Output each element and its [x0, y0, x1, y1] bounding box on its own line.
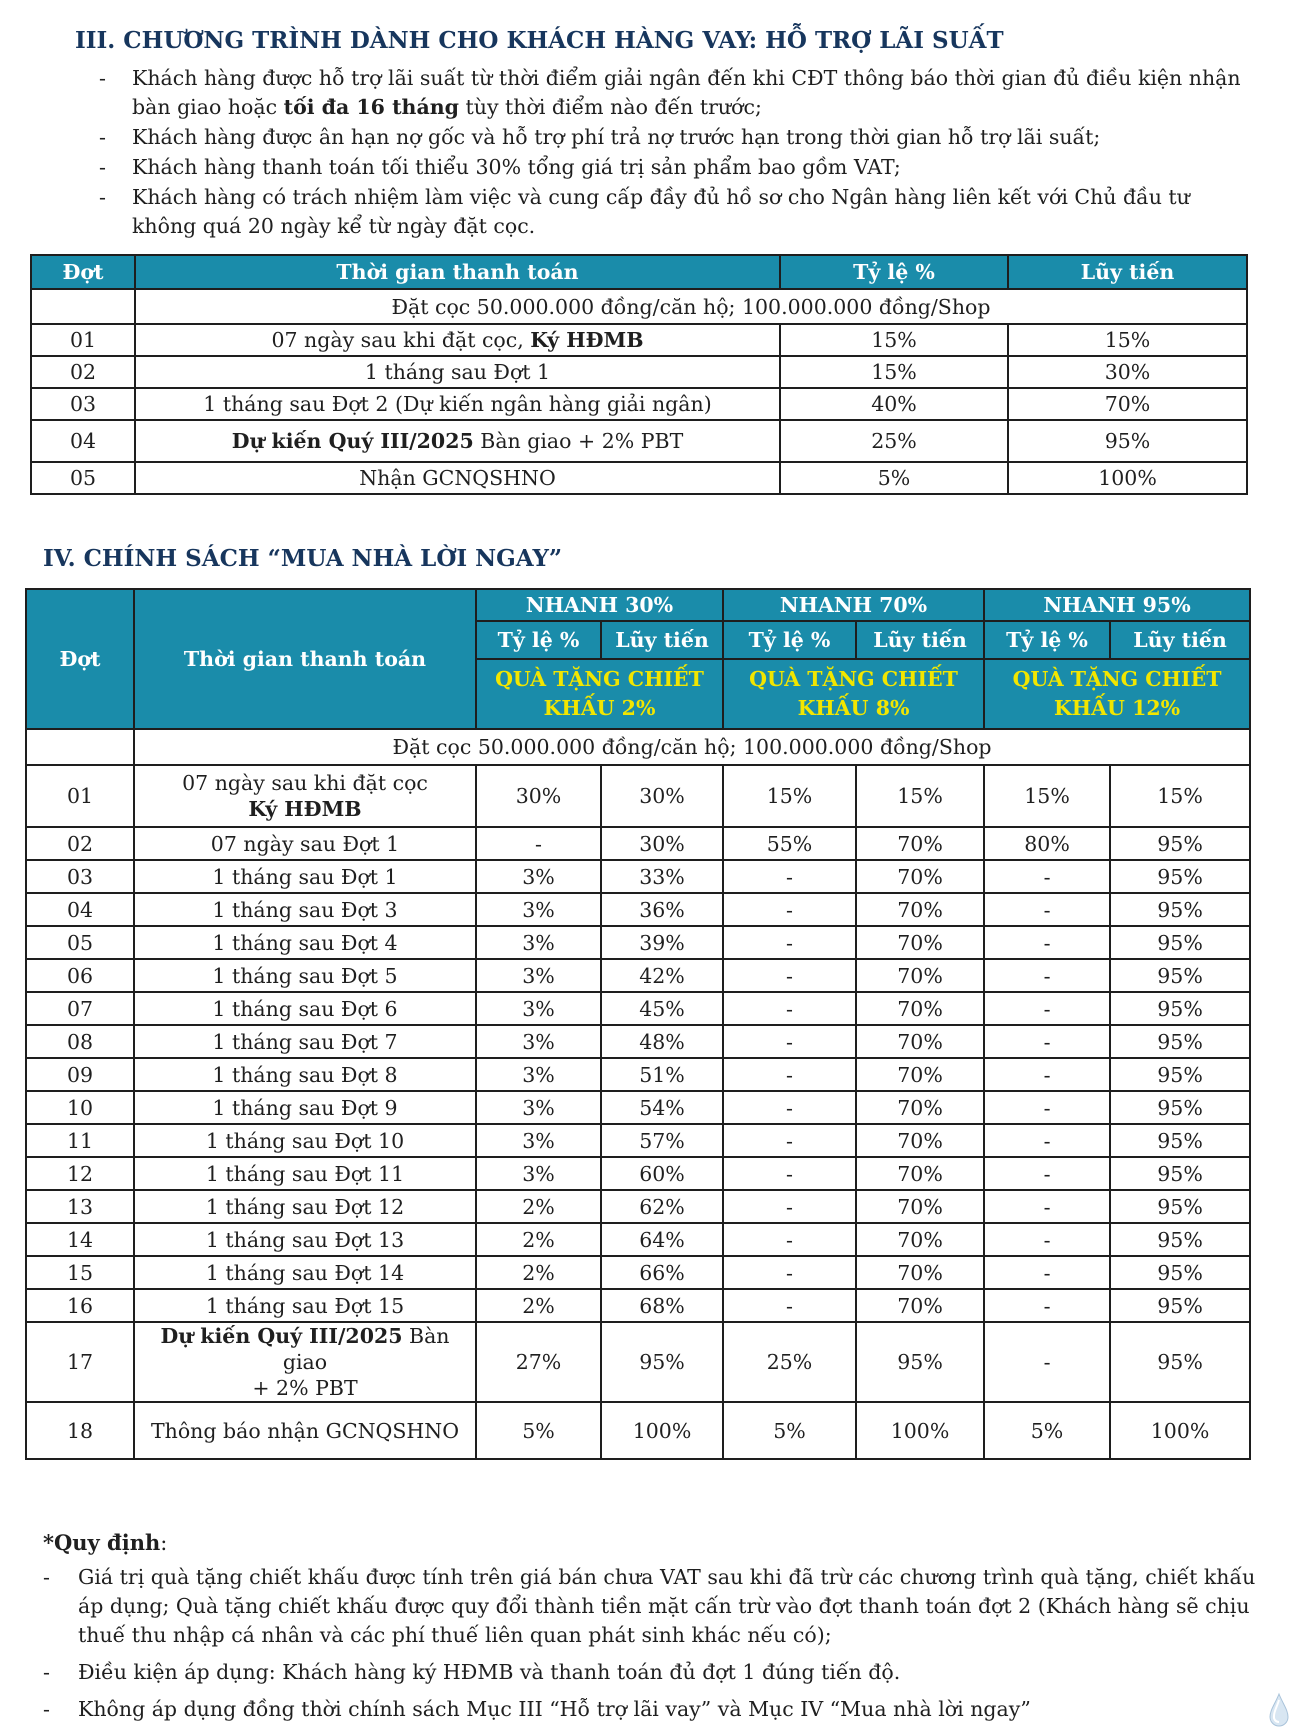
cell-cumulative: 51%	[601, 1058, 723, 1091]
cell-rate: 27%	[476, 1322, 601, 1402]
header-time: Thời gian thanh toán	[135, 255, 780, 289]
cell-time	[135, 420, 780, 462]
cell-cumulative: 15%	[1008, 324, 1247, 356]
cell-dot: 18	[26, 1402, 134, 1459]
cell-dot: 01	[26, 765, 134, 827]
list-item: - Khách hàng được ân hạn nợ gốc và hỗ trợ phí trả nợ trước hạn trong thời gian hỗ trợ lãi suất;	[132, 123, 1257, 152]
cell-rate: 80%	[984, 827, 1110, 860]
list-item: - Khách hàng được hỗ trợ lãi suất từ thời điểm giải ngân đến khi CĐT thông báo thời gian đủ điều kiện nhận bàn giao hoặc tối đa 16 tháng tùy thời điểm nào đến trước;	[99, 66, 1241, 119]
cell-rate: -	[723, 992, 856, 1025]
cell-cumulative: 57%	[601, 1124, 723, 1157]
cell-rate: -	[723, 959, 856, 992]
cell-cumulative: 64%	[601, 1223, 723, 1256]
cell-rate: 2%	[476, 1289, 601, 1322]
cell-rate: -	[984, 1190, 1110, 1223]
cell-rate: 25%	[780, 420, 1008, 462]
cell-time	[134, 1322, 476, 1402]
cell-rate: -	[984, 926, 1110, 959]
bullet-dash: -	[99, 66, 106, 90]
cell-dot: 04	[26, 893, 134, 926]
cell-dot: 05	[26, 926, 134, 959]
cell-rate: -	[984, 1289, 1110, 1322]
time-text: Thông báo nhận GCNQSHNO	[150, 1418, 460, 1443]
time-bold: Dự kiến Quý III/2025	[231, 429, 474, 453]
cell-time	[134, 1091, 476, 1124]
cell-dot: 06	[26, 959, 134, 992]
cell-rate: -	[984, 1058, 1110, 1091]
list-item: - Điều kiện áp dụng: Khách hàng ký HĐMB và thanh toán đủ đợt 1 đúng tiến độ.	[78, 1658, 1258, 1687]
cell-rate: -	[984, 959, 1110, 992]
cell-cumulative: 95%	[1110, 1025, 1250, 1058]
cell-cumulative: 95%	[1110, 1289, 1250, 1322]
table-row	[31, 388, 1247, 420]
cell-cumulative: 95%	[1008, 420, 1247, 462]
cell-rate: 2%	[476, 1256, 601, 1289]
cell-rate: 3%	[476, 1124, 601, 1157]
time-text: 1 tháng sau Đợt 14	[205, 1260, 405, 1285]
cell-time	[134, 992, 476, 1025]
table-row	[26, 1322, 1250, 1402]
cell-rate: -	[723, 1190, 856, 1223]
cell-rate: 3%	[476, 893, 601, 926]
cell-cumulative: 95%	[1110, 1190, 1250, 1223]
time-text: 1 tháng sau Đợt 11	[205, 1161, 405, 1186]
deposit-row: Đặt cọc 50.000.000 đồng/căn hộ; 100.000.000 đồng/Shop	[135, 289, 1247, 324]
table-row	[26, 1256, 1250, 1289]
time-text: 1 tháng sau Đợt 10	[205, 1128, 405, 1153]
cell-time	[134, 860, 476, 893]
time-text: + 2% PBT	[252, 1376, 358, 1400]
section3-title: III. CHƯƠNG TRÌNH DÀNH CHO KHÁCH HÀNG VAY: HỖ TRỢ LÃI SUẤT	[75, 27, 1004, 54]
cell-rate: -	[723, 860, 856, 893]
cell-rate: -	[984, 1025, 1110, 1058]
cell-cumulative: 95%	[601, 1322, 723, 1402]
cell-time	[134, 1402, 476, 1459]
header-time: Thời gian thanh toán	[134, 589, 476, 729]
empty-cell	[26, 729, 134, 765]
group-header: NHANH 30%	[476, 589, 723, 621]
cell-rate: 3%	[476, 959, 601, 992]
time-text: 1 tháng sau Đợt 7	[212, 1029, 398, 1054]
cell-dot: 03	[26, 860, 134, 893]
bullet-dash: -	[43, 1565, 50, 1589]
table-row	[26, 1402, 1250, 1459]
table-row	[26, 893, 1250, 926]
cell-rate: 15%	[984, 765, 1110, 827]
cell-cumulative: 100%	[856, 1402, 984, 1459]
cell-cumulative: 95%	[1110, 893, 1250, 926]
sub-header-rate: Tỷ lệ %	[723, 621, 856, 659]
time-bold: Dự kiến Quý III/2025	[160, 1324, 403, 1348]
cell-cumulative: 70%	[856, 893, 984, 926]
cell-cumulative: 39%	[601, 926, 723, 959]
cell-cumulative: 62%	[601, 1190, 723, 1223]
time-text: 1 tháng sau Đợt 15	[205, 1293, 405, 1318]
cell-cumulative: 95%	[1110, 860, 1250, 893]
cell-rate: 15%	[780, 356, 1008, 388]
cell-rate: -	[984, 992, 1110, 1025]
cell-rate: 15%	[780, 324, 1008, 356]
cell-cumulative: 70%	[856, 1091, 984, 1124]
cell-rate: -	[723, 1289, 856, 1322]
cell-cumulative: 30%	[601, 765, 723, 827]
section4-title: IV. CHÍNH SÁCH “MUA NHÀ LỜI NGAY”	[43, 545, 563, 572]
time-text: 07 ngày sau khi đặt cọc,	[271, 328, 531, 352]
cell-cumulative: 30%	[601, 827, 723, 860]
cell-time	[134, 926, 476, 959]
cell-cumulative: 95%	[1110, 1223, 1250, 1256]
cell-rate: 2%	[476, 1223, 601, 1256]
time-text: 1 tháng sau Đợt 6	[212, 996, 398, 1021]
cell-dot: 02	[31, 356, 135, 388]
cell-time	[134, 827, 476, 860]
cell-rate: 5%	[780, 462, 1008, 494]
time-text: 1 tháng sau Đợt 2 (Dự kiến ngân hàng giải ngân)	[203, 392, 712, 416]
cell-cumulative: 100%	[601, 1402, 723, 1459]
time-text: Bàn giao + 2% PBT	[473, 429, 684, 453]
cell-rate: -	[984, 1091, 1110, 1124]
cell-time	[134, 959, 476, 992]
table-row	[31, 420, 1247, 462]
cell-cumulative: 42%	[601, 959, 723, 992]
cell-cumulative: 95%	[1110, 1256, 1250, 1289]
gift-header: QUÀ TẶNG CHIẾT KHẤU 12%	[984, 659, 1250, 729]
cell-rate: -	[723, 1157, 856, 1190]
time-text: 07 ngày sau khi đặt cọc	[182, 771, 428, 795]
cell-time	[134, 1190, 476, 1223]
time-bold: Ký HĐMB	[530, 328, 644, 352]
cell-dot: 14	[26, 1223, 134, 1256]
time-text: 1 tháng sau Đợt 3	[212, 897, 398, 922]
cell-rate: -	[984, 860, 1110, 893]
time-text: 1 tháng sau Đợt 8	[212, 1062, 398, 1087]
table-row	[26, 827, 1250, 860]
time-text: 1 tháng sau Đợt 1	[364, 360, 551, 384]
gift-header: QUÀ TẶNG CHIẾT KHẤU 2%	[476, 659, 723, 729]
cell-time	[134, 1289, 476, 1322]
bullet-dash: -	[43, 1660, 50, 1684]
cell-rate: 3%	[476, 1157, 601, 1190]
group-header: NHANH 70%	[723, 589, 984, 621]
cell-rate: 5%	[476, 1402, 601, 1459]
cell-cumulative: 95%	[1110, 959, 1250, 992]
cell-cumulative: 70%	[856, 1289, 984, 1322]
cell-cumulative: 95%	[1110, 992, 1250, 1025]
cell-cumulative: 70%	[856, 1124, 984, 1157]
time-text: 1 tháng sau Đợt 9	[212, 1095, 398, 1120]
cell-cumulative: 68%	[601, 1289, 723, 1322]
table-row	[31, 324, 1247, 356]
cell-cumulative: 45%	[601, 992, 723, 1025]
notes-section	[43, 1530, 1258, 1732]
cell-cumulative: 54%	[601, 1091, 723, 1124]
cell-cumulative: 70%	[856, 860, 984, 893]
cell-rate: -	[984, 893, 1110, 926]
cell-dot: 01	[31, 324, 135, 356]
cell-dot: 13	[26, 1190, 134, 1223]
sub-header-rate: Tỷ lệ %	[984, 621, 1110, 659]
cell-cumulative: 36%	[601, 893, 723, 926]
table-row	[26, 1223, 1250, 1256]
time-text: 1 tháng sau Đợt 13	[205, 1227, 405, 1252]
cell-time	[134, 1223, 476, 1256]
table-row	[26, 1289, 1250, 1322]
cell-rate: -	[723, 1025, 856, 1058]
table-row	[26, 1091, 1250, 1124]
cell-time	[135, 324, 780, 356]
table-row	[31, 356, 1247, 388]
cell-dot: 12	[26, 1157, 134, 1190]
cell-cumulative: 70%	[856, 992, 984, 1025]
cell-rate: -	[984, 1223, 1110, 1256]
cell-cumulative: 70%	[856, 926, 984, 959]
header-dot: Đợt	[26, 589, 134, 729]
section3-bullets	[99, 64, 1257, 242]
sub-header-cumulative: Lũy tiến	[1110, 621, 1250, 659]
time-text: Bàn giao	[282, 1324, 450, 1374]
cell-time	[134, 1025, 476, 1058]
time-text: 1 tháng sau Đợt 12	[205, 1194, 405, 1219]
list-item: - Khách hàng có trách nhiệm làm việc và cung cấp đầy đủ hồ sơ cho Ngân hàng liên kết với Chủ đầu tư không quá 20 ngày kể từ ngày đặt cọc.	[99, 185, 1190, 238]
cell-rate: -	[984, 1322, 1110, 1402]
cell-dot: 09	[26, 1058, 134, 1091]
table-row	[26, 1025, 1250, 1058]
cell-time	[134, 765, 476, 827]
buy-now-table	[25, 588, 1251, 1460]
table-row	[26, 992, 1250, 1025]
cell-dot: 04	[31, 420, 135, 462]
cell-dot: 08	[26, 1025, 134, 1058]
cell-cumulative: 70%	[856, 1025, 984, 1058]
cell-cumulative: 95%	[1110, 827, 1250, 860]
cell-rate: -	[723, 1256, 856, 1289]
cell-rate: -	[476, 827, 601, 860]
header-dot: Đợt	[31, 255, 135, 289]
cell-rate: 15%	[723, 765, 856, 827]
cell-rate: 25%	[723, 1322, 856, 1402]
loan-support-table	[30, 254, 1248, 495]
cell-cumulative: 70%	[1008, 388, 1247, 420]
cell-time	[135, 356, 780, 388]
cell-rate: 3%	[476, 860, 601, 893]
cell-cumulative: 70%	[856, 1190, 984, 1223]
bullet-dash: -	[99, 185, 106, 209]
cell-rate: -	[984, 1256, 1110, 1289]
table-row	[31, 462, 1247, 494]
cell-dot: 03	[31, 388, 135, 420]
cell-cumulative: 15%	[1110, 765, 1250, 827]
cell-rate: -	[723, 1223, 856, 1256]
cell-rate: -	[723, 893, 856, 926]
time-text: Nhận GCNQSHNO	[359, 466, 556, 490]
cell-rate: -	[984, 1124, 1110, 1157]
bullet-dash: -	[99, 125, 106, 149]
time-text: 07 ngày sau Đợt 1	[210, 831, 400, 856]
cell-rate: 3%	[476, 1025, 601, 1058]
cell-cumulative: 30%	[1008, 356, 1247, 388]
cell-cumulative: 100%	[1008, 462, 1247, 494]
list-item: - Giá trị quà tặng chiết khấu được tính trên giá bán chưa VAT sau khi đã trừ các chương trình quà tặng, chiết khấu áp dụng; Quà tặng chiết khấu được quy đổi thành tiền mặt cấn trừ vào đợt thanh toán đợt 2 (Khách hàng sẽ chịu thuế thu nhập cá nhân và các phí thuế liên quan phát sinh khác nếu có);	[43, 1565, 1256, 1647]
gift-header: QUÀ TẶNG CHIẾT KHẤU 8%	[723, 659, 984, 729]
group-header: NHANH 95%	[984, 589, 1250, 621]
table-row	[26, 959, 1250, 992]
sub-header-rate: Tỷ lệ %	[476, 621, 601, 659]
table-row	[26, 926, 1250, 959]
cell-time	[134, 1124, 476, 1157]
cell-rate: -	[984, 1157, 1110, 1190]
cell-cumulative: 15%	[856, 765, 984, 827]
header-cumulative: Lũy tiến	[1008, 255, 1247, 289]
cell-dot: 16	[26, 1289, 134, 1322]
table-row	[26, 1157, 1250, 1190]
cell-rate: 2%	[476, 1190, 601, 1223]
bullet-dash: -	[43, 1697, 50, 1721]
sub-header-cumulative: Lũy tiến	[856, 621, 984, 659]
cell-rate: 55%	[723, 827, 856, 860]
cell-cumulative: 33%	[601, 860, 723, 893]
water-drop-icon	[1268, 1692, 1290, 1728]
cell-rate: 3%	[476, 926, 601, 959]
cell-cumulative: 100%	[1110, 1402, 1250, 1459]
cell-cumulative: 70%	[856, 1223, 984, 1256]
cell-dot: 07	[26, 992, 134, 1025]
list-item: - Không áp dụng đồng thời chính sách Mục III “Hỗ trợ lãi vay” và Mục IV “Mua nhà lời ngay”	[78, 1695, 1258, 1724]
cell-rate: -	[723, 1124, 856, 1157]
cell-time	[134, 893, 476, 926]
cell-dot: 10	[26, 1091, 134, 1124]
cell-cumulative: 70%	[856, 1058, 984, 1091]
cell-rate: 40%	[780, 388, 1008, 420]
table-row	[26, 1124, 1250, 1157]
cell-cumulative: 60%	[601, 1157, 723, 1190]
table-row	[26, 765, 1250, 827]
cell-cumulative: 70%	[856, 1157, 984, 1190]
bullet-dash: -	[99, 155, 106, 179]
cell-cumulative: 95%	[1110, 1124, 1250, 1157]
sub-header-cumulative: Lũy tiến	[601, 621, 723, 659]
cell-cumulative: 48%	[601, 1025, 723, 1058]
time-text: 1 tháng sau Đợt 5	[212, 963, 398, 988]
cell-dot: 11	[26, 1124, 134, 1157]
empty-cell	[31, 289, 135, 324]
cell-cumulative: 66%	[601, 1256, 723, 1289]
cell-time	[135, 462, 780, 494]
cell-time	[134, 1157, 476, 1190]
cell-cumulative: 70%	[856, 959, 984, 992]
cell-cumulative: 95%	[856, 1322, 984, 1402]
table-row	[26, 1190, 1250, 1223]
cell-time	[134, 1256, 476, 1289]
table-row	[26, 1058, 1250, 1091]
header-rate: Tỷ lệ %	[780, 255, 1008, 289]
time-text: 1 tháng sau Đợt 1	[212, 864, 398, 889]
cell-rate: -	[723, 926, 856, 959]
notes-title: *Quy định:	[43, 1530, 168, 1555]
cell-dot: 15	[26, 1256, 134, 1289]
cell-cumulative: 95%	[1110, 1157, 1250, 1190]
cell-cumulative: 95%	[1110, 1091, 1250, 1124]
cell-time	[134, 1058, 476, 1091]
cell-rate: -	[723, 1091, 856, 1124]
cell-rate: 5%	[723, 1402, 856, 1459]
cell-rate: 3%	[476, 992, 601, 1025]
cell-rate: 3%	[476, 1091, 601, 1124]
cell-rate: 5%	[984, 1402, 1110, 1459]
time-bold: Ký HĐMB	[248, 797, 362, 821]
cell-dot: 02	[26, 827, 134, 860]
cell-dot: 05	[31, 462, 135, 494]
notes-list	[43, 1563, 1258, 1724]
table-row	[26, 860, 1250, 893]
cell-cumulative: 95%	[1110, 1322, 1250, 1402]
cell-cumulative: 70%	[856, 1256, 984, 1289]
deposit-row: Đặt cọc 50.000.000 đồng/căn hộ; 100.000.000 đồng/Shop	[134, 729, 1250, 765]
cell-cumulative: 95%	[1110, 926, 1250, 959]
cell-rate: -	[723, 1058, 856, 1091]
cell-rate: 30%	[476, 765, 601, 827]
time-text: 1 tháng sau Đợt 4	[212, 930, 398, 955]
cell-time	[135, 388, 780, 420]
list-item: - Khách hàng thanh toán tối thiểu 30% tổng giá trị sản phẩm bao gồm VAT;	[132, 153, 1257, 182]
cell-rate: 3%	[476, 1058, 601, 1091]
cell-cumulative: 70%	[856, 827, 984, 860]
cell-cumulative: 95%	[1110, 1058, 1250, 1091]
cell-dot: 17	[26, 1322, 134, 1402]
